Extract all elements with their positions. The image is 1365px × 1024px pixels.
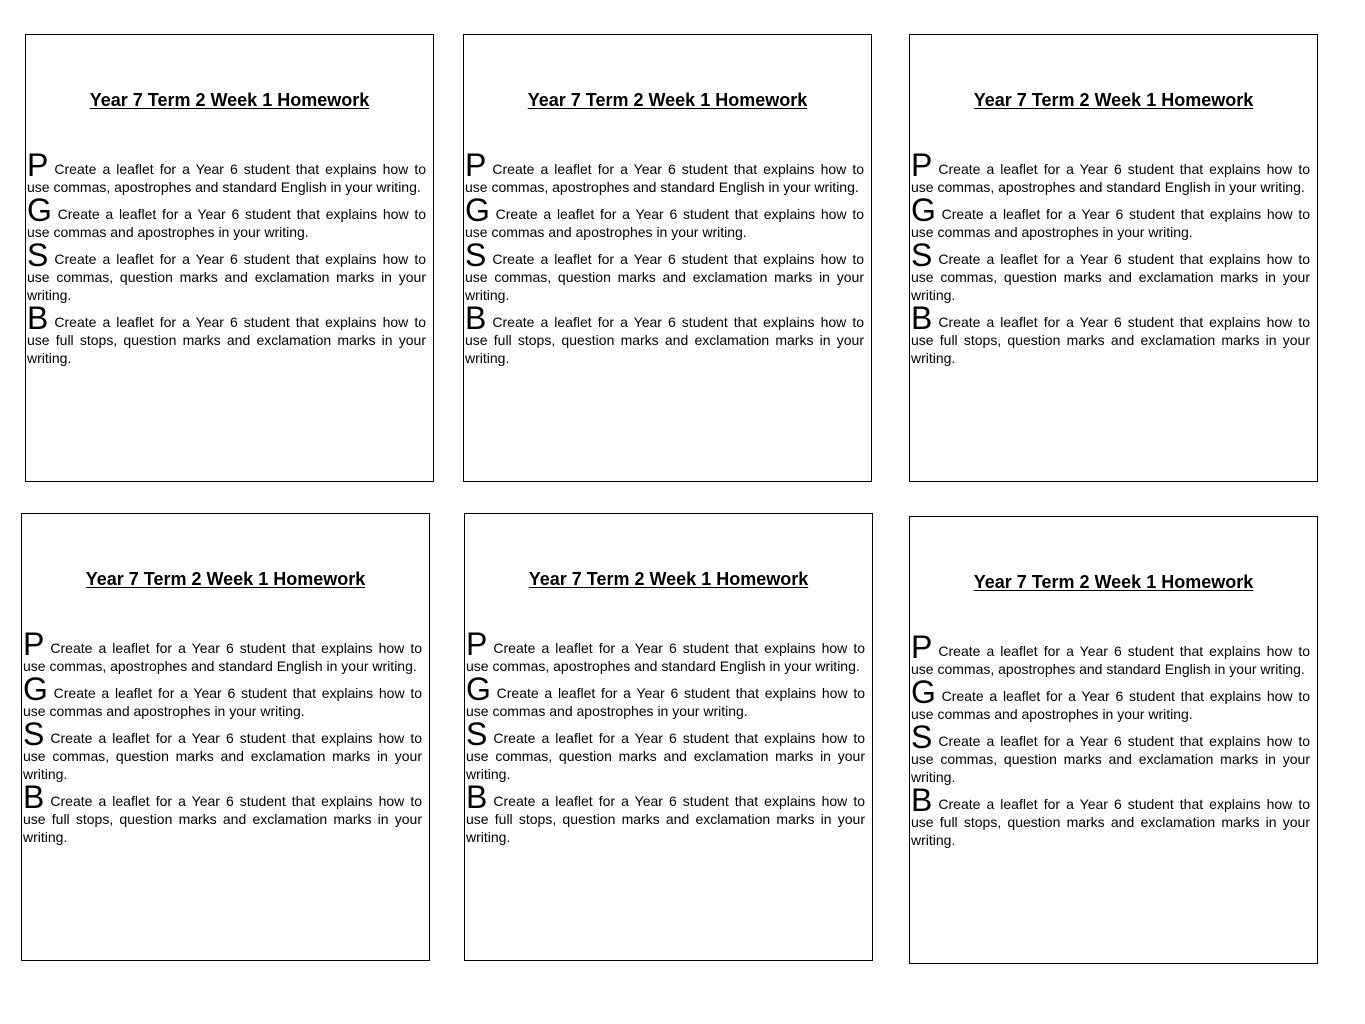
grade-letter: G	[911, 674, 936, 710]
task-p	[465, 147, 864, 196]
homework-card	[21, 513, 430, 961]
task-text: Create a leaflet for a Year 6 student that explains how to use full stops, question marks and exclamation marks in your writing.	[465, 314, 864, 366]
card-title: Year 7 Term 2 Week 1 Homework	[89, 90, 370, 110]
grade-letter: G	[466, 671, 491, 707]
task-s	[466, 716, 865, 783]
grade-letter: S	[466, 716, 488, 752]
task-text: Create a leaflet for a Year 6 student that explains how to use full stops, question marks and exclamation marks in your writing.	[911, 314, 1310, 366]
task-text: Create a leaflet for a Year 6 student that explains how to use full stops, question marks and exclamation marks in your writing.	[23, 793, 422, 845]
grade-letter: B	[465, 300, 487, 336]
task-text: Create a leaflet for a Year 6 student that explains how to use commas and apostrophes in your writing.	[23, 685, 422, 719]
task-s	[911, 719, 1310, 786]
task-g	[466, 671, 865, 720]
grade-letter: P	[911, 147, 933, 183]
grade-letter: G	[27, 192, 52, 228]
task-g	[911, 674, 1310, 723]
task-text: Create a leaflet for a Year 6 student that explains how to use commas, question marks and exclamation marks in your writing.	[911, 251, 1310, 303]
task-text: Create a leaflet for a Year 6 student that explains how to use commas and apostrophes in your writing.	[466, 685, 865, 719]
task-s	[23, 716, 422, 783]
task-list	[911, 147, 1310, 367]
task-p	[23, 626, 422, 675]
task-b	[27, 300, 426, 367]
task-p	[27, 147, 426, 196]
task-text: Create a leaflet for a Year 6 student that explains how to use full stops, question marks and exclamation marks in your writing.	[466, 793, 865, 845]
task-text: Create a leaflet for a Year 6 student that explains how to use commas, question marks and exclamation marks in your writing.	[23, 730, 422, 782]
card-title: Year 7 Term 2 Week 1 Homework	[528, 569, 809, 589]
task-s	[911, 237, 1310, 304]
task-text: Create a leaflet for a Year 6 student that explains how to use commas, question marks and exclamation marks in your writing.	[466, 730, 865, 782]
task-text: Create a leaflet for a Year 6 student that explains how to use commas and apostrophes in your writing.	[911, 688, 1310, 722]
task-list	[911, 629, 1310, 849]
homework-card	[464, 513, 873, 961]
task-text: Create a leaflet for a Year 6 student that explains how to use full stops, question marks and exclamation marks in your writing.	[27, 314, 426, 366]
task-text: Create a leaflet for a Year 6 student that explains how to use commas, question marks and exclamation marks in your writing.	[911, 733, 1310, 785]
grade-letter: S	[27, 237, 49, 273]
card-title: Year 7 Term 2 Week 1 Homework	[973, 572, 1254, 592]
grade-letter: B	[911, 300, 933, 336]
task-list	[466, 626, 865, 846]
grade-letter: P	[466, 626, 488, 662]
grade-letter: S	[911, 237, 933, 273]
task-text: Create a leaflet for a Year 6 student that explains how to use commas, apostrophes and standard English in your writing.	[23, 640, 422, 674]
task-text: Create a leaflet for a Year 6 student that explains how to use commas, apostrophes and standard English in your writing.	[465, 161, 864, 195]
task-g	[911, 192, 1310, 241]
task-list	[27, 147, 426, 367]
task-text: Create a leaflet for a Year 6 student that explains how to use commas, question marks and exclamation marks in your writing.	[465, 251, 864, 303]
homework-card	[25, 34, 434, 482]
task-g	[465, 192, 864, 241]
grade-letter: B	[27, 300, 49, 336]
task-s	[465, 237, 864, 304]
grade-letter: B	[23, 779, 45, 815]
grade-letter: P	[911, 629, 933, 665]
task-b	[466, 779, 865, 846]
homework-card	[909, 34, 1318, 482]
grade-letter: S	[23, 716, 45, 752]
task-b	[23, 779, 422, 846]
grade-letter: S	[911, 719, 933, 755]
task-text: Create a leaflet for a Year 6 student that explains how to use commas, question marks and exclamation marks in your writing.	[27, 251, 426, 303]
grade-letter: B	[466, 779, 488, 815]
task-g	[23, 671, 422, 720]
card-title: Year 7 Term 2 Week 1 Homework	[973, 90, 1254, 110]
homework-card	[463, 34, 872, 482]
grade-letter: G	[911, 192, 936, 228]
task-b	[465, 300, 864, 367]
task-text: Create a leaflet for a Year 6 student that explains how to use commas, apostrophes and standard English in your writing.	[466, 640, 865, 674]
grade-letter: P	[23, 626, 45, 662]
task-s	[27, 237, 426, 304]
task-p	[911, 629, 1310, 678]
grade-letter: S	[465, 237, 487, 273]
task-text: Create a leaflet for a Year 6 student that explains how to use commas, apostrophes and standard English in your writing.	[911, 161, 1310, 195]
task-text: Create a leaflet for a Year 6 student that explains how to use commas and apostrophes in your writing.	[911, 206, 1310, 240]
card-title: Year 7 Term 2 Week 1 Homework	[85, 569, 366, 589]
task-g	[27, 192, 426, 241]
card-title: Year 7 Term 2 Week 1 Homework	[527, 90, 808, 110]
task-b	[911, 782, 1310, 849]
task-list	[23, 626, 422, 846]
task-p	[466, 626, 865, 675]
task-text: Create a leaflet for a Year 6 student that explains how to use commas, apostrophes and standard English in your writing.	[27, 161, 426, 195]
task-text: Create a leaflet for a Year 6 student that explains how to use commas and apostrophes in your writing.	[465, 206, 864, 240]
task-list	[465, 147, 864, 367]
grade-letter: G	[23, 671, 48, 707]
task-text: Create a leaflet for a Year 6 student that explains how to use full stops, question marks and exclamation marks in your writing.	[911, 796, 1310, 848]
task-b	[911, 300, 1310, 367]
task-text: Create a leaflet for a Year 6 student that explains how to use commas, apostrophes and standard English in your writing.	[911, 643, 1310, 677]
grade-letter: B	[911, 782, 933, 818]
task-p	[911, 147, 1310, 196]
grade-letter: P	[27, 147, 49, 183]
grade-letter: G	[465, 192, 490, 228]
grade-letter: P	[465, 147, 487, 183]
task-text: Create a leaflet for a Year 6 student that explains how to use commas and apostrophes in your writing.	[27, 206, 426, 240]
homework-card	[909, 516, 1318, 964]
